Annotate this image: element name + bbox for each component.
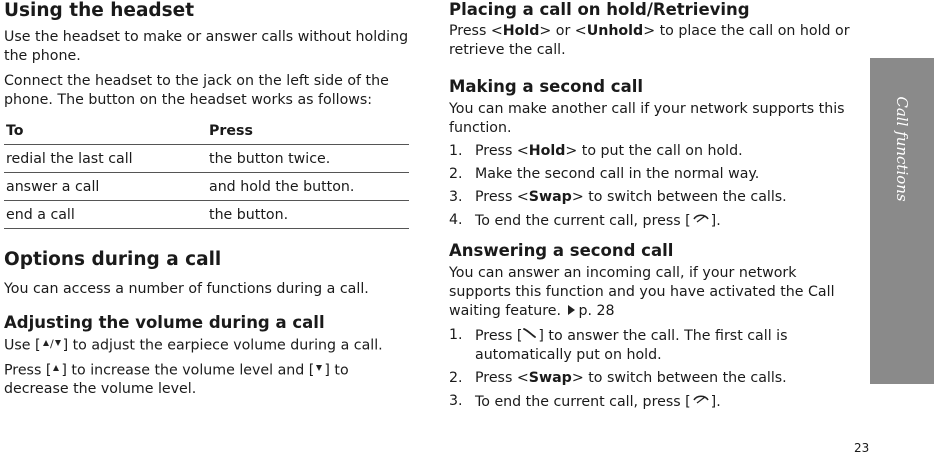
list-item: 1. Press [ ] to answer the call. The first call is automatically put on hold.	[449, 327, 788, 363]
table-header-row	[4, 117, 409, 145]
volume-up-down-icon	[41, 336, 63, 355]
second-call-steps	[449, 142, 861, 231]
end-call-icon	[691, 211, 711, 231]
chapter-side-tab-label: Call functions	[893, 96, 911, 202]
headset-paragraph-1: Use the headset to make or answer calls without holding the phone.	[4, 29, 409, 64]
list-item: 4. To end the current call, press [ ].	[449, 212, 721, 229]
second-call-paragraph: You can make another call if your network supports this function.	[449, 101, 845, 136]
volume-down-icon	[314, 361, 324, 380]
end-call-icon	[691, 392, 711, 412]
volume-paragraph-2: Press [ ] to increase the volume level and [ ] to decrease the volume level.	[4, 362, 349, 397]
headset-paragraph-2: Connect the headset to the jack on the left side of the phone. The button on the headset works as follows:	[4, 73, 389, 108]
right-column	[449, 0, 861, 416]
volume-paragraph-1: Use [ / ] to adjust the earpiece volume during a call.	[4, 337, 383, 354]
answering-paragraph: You can answer an incoming call, if your network supports this function and you have activated the Call waiting feature. p. 28	[449, 265, 835, 319]
table-cell: end a call	[4, 201, 207, 229]
table-cell: the button.	[207, 201, 409, 229]
arrow-right-icon	[568, 305, 575, 315]
volume-heading: Adjusting the volume during a call	[4, 313, 325, 332]
hold-paragraph: Press <Hold> or <Unhold> to place the call on hold or retrieve the call.	[449, 23, 850, 58]
table-cell: answer a call	[4, 173, 207, 201]
svg-text:/: /	[49, 337, 54, 349]
table-cell: the button twice.	[207, 145, 409, 173]
table-row	[4, 145, 409, 173]
answering-steps	[449, 326, 861, 412]
list-item: 2. Press <Swap> to switch between the calls.	[449, 370, 787, 386]
page-number: 23	[854, 441, 870, 455]
hold-heading: Placing a call on hold/Retrieving	[449, 0, 750, 19]
table-header: Press	[207, 117, 409, 145]
options-paragraph: You can access a number of functions during a call.	[4, 281, 369, 297]
table-cell: redial the last call	[4, 145, 207, 173]
list-item: 2. Make the second call in the normal way.	[449, 166, 760, 182]
answering-heading: Answering a second call	[449, 241, 674, 260]
left-column	[4, 0, 412, 399]
headset-heading: Using the headset	[4, 0, 195, 21]
list-item: 3. Press <Swap> to switch between the calls.	[449, 189, 787, 205]
send-call-icon	[522, 326, 538, 346]
table-cell: and hold the button.	[207, 173, 409, 201]
volume-up-icon	[51, 361, 61, 380]
options-heading: Options during a call	[4, 249, 222, 270]
headset-table	[4, 117, 409, 229]
table-header: To	[4, 117, 207, 145]
second-call-heading: Making a second call	[449, 77, 644, 96]
table-row	[4, 173, 409, 201]
list-item: 1. Press <Hold> to put the call on hold.	[449, 143, 743, 159]
list-item: 3. To end the current call, press [ ].	[449, 393, 721, 410]
table-row	[4, 201, 409, 229]
